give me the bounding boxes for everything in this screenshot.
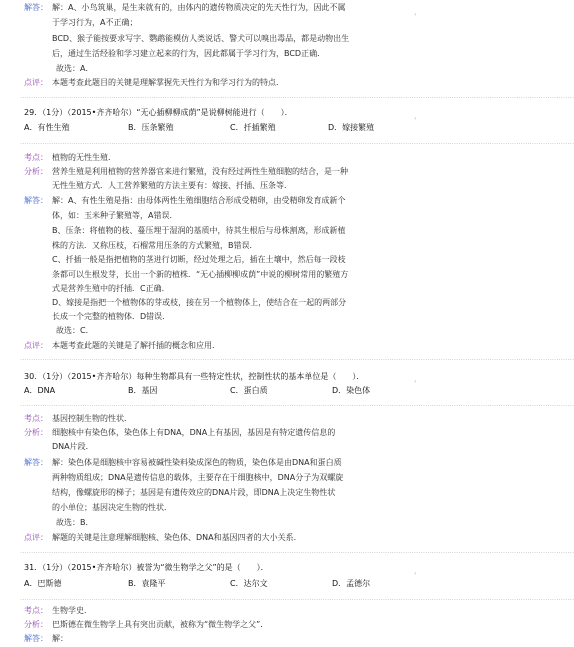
answer-text: 解： — [52, 634, 68, 643]
option-d: D．孟德尔 — [332, 579, 371, 588]
dots-line — [0, 90, 574, 102]
dotted-rule: ......................................................................................................................................................................................................................................................... — [20, 594, 574, 602]
kaodian-label: 考点： — [24, 606, 48, 615]
review-line — [0, 532, 434, 544]
margin-mark: ， — [414, 8, 421, 16]
answer-text: 条都可以生根发芽，长出一个新的植株．“无心插柳柳成荫”中说的柳树常用的繁殖方 — [52, 270, 349, 279]
kaodian-line — [0, 152, 434, 164]
answer-text: 解：染色体是细胞核中容易被碱性染料染成深色的物质，染色体是由DNA和蛋白质 — [52, 458, 342, 467]
answer-text: 故选：C． — [56, 326, 94, 335]
kaodian-label: 考点： — [24, 414, 48, 423]
option-a: A．有性生殖 — [24, 123, 70, 132]
dots-line — [0, 136, 574, 148]
answer-text: 两种物质组成；DNA是遗传信息的载体，主要存在于细胞核中，DNA分子为双螺旋 — [52, 473, 344, 482]
answer-text: D、嫁接是指把一个植物体的芽或枝，接在另一个植物体上，使结合在一起的两部分 — [52, 298, 347, 307]
review-line — [0, 340, 434, 352]
answer-text: C、扦插一般是指把植物的茎进行切断，经过处理之后，插在土壤中，然后每一段枝 — [52, 255, 346, 264]
answer-label: 解答： — [24, 3, 48, 12]
fenxi-line — [0, 166, 434, 178]
margin-mark: ， — [414, 567, 421, 575]
answer-line — [0, 311, 434, 323]
option-b: B．压条繁殖 — [128, 123, 174, 132]
answer-line — [0, 210, 434, 222]
answer-text: 长成一个完整的植物体．D错误． — [52, 312, 171, 321]
review-label: 点评： — [24, 78, 48, 87]
answer-text: 于学习行为，A不正确； — [52, 18, 138, 27]
kaodian-label: 考点： — [24, 153, 48, 162]
answer-text: 解：A、小鸟筑巢，是生来就有的，由体内的遗传物质决定的先天性行为，因此不属 — [52, 3, 346, 12]
fenxi-label: 分析： — [24, 620, 48, 629]
answer-text: 式是营养生殖中的扦插．C正确． — [52, 284, 170, 293]
kaodian-text: 基因控制生物的性状． — [52, 414, 132, 423]
review-label: 点评： — [24, 533, 48, 542]
answer-text: 后，通过生活经验和学习建立起来的行为，因此都属于学习行为，BCD正确． — [52, 49, 326, 58]
margin-mark: ， — [414, 375, 421, 383]
question-stem: 29．（1分）（2015•齐齐哈尔）“无心插柳柳成荫”是说柳树能进行（ ）． — [24, 108, 293, 117]
kaodian-line — [0, 413, 434, 425]
answer-label: 解答： — [24, 458, 48, 467]
review-line — [0, 77, 434, 89]
review-text: 本题考查此题目的关键是理解掌握先天性行为和学习行为的特点． — [52, 78, 284, 87]
fenxi-line — [0, 427, 434, 439]
fenxi-line — [0, 619, 434, 631]
answer-line — [0, 487, 434, 499]
answer-text: 的小单位；基因决定生物的性状． — [52, 503, 172, 512]
option-c: C．扦插繁殖 — [230, 123, 276, 132]
fenxi-text: 营养生殖是利用植物的营养器官来进行繁殖，没有经过两性生殖细胞的结合，是一种 — [52, 167, 348, 176]
kaodian-text: 生物学史． — [52, 606, 92, 615]
option-c: C．蛋白质 — [230, 386, 268, 395]
fenxi-line — [0, 441, 434, 453]
answer-label: 解答： — [24, 196, 48, 205]
question-stem: 30．（1分）（2015•齐齐哈尔）每种生物都具有一些特定性状，控制性状的基本单位是（ ）． — [24, 372, 365, 381]
option-b: B．袁隆平 — [128, 579, 166, 588]
answer-line — [0, 517, 434, 529]
answer-text: 故选：A． — [56, 64, 94, 73]
dots-line — [0, 592, 574, 604]
answer-text: 体，如：玉米种子繁殖等，A错误． — [52, 211, 178, 220]
fenxi-text: 无性生殖方式．人工营养繁殖的方法主要有：嫁接、扦插、压条等． — [52, 181, 292, 190]
fenxi-label: 分析： — [24, 428, 48, 437]
answer-text: BCD、猴子能按要求写字、鹦鹉能模仿人类说话、警犬可以嗅出毒品，都是动物出生 — [52, 34, 350, 43]
fenxi-label: 分析： — [24, 167, 48, 176]
answer-line — [0, 17, 434, 29]
fenxi-text: 细胞核中有染色体，染色体上有DNA，DNA上有基因，基因是有特定遗传信息的 — [52, 428, 336, 437]
kaodian-line — [0, 605, 434, 617]
answer-line — [0, 33, 434, 45]
answer-label: 解答： — [24, 634, 48, 643]
answer-text: 株的方法．又称压枝，石榴常用压条的方式繁殖，B错误． — [52, 241, 258, 250]
option-d: D．嫁接繁殖 — [328, 123, 375, 132]
answer-line — [0, 254, 434, 266]
dots-line — [0, 398, 574, 410]
dots-line — [0, 352, 574, 364]
question-31-options — [0, 578, 434, 590]
question-30-options — [0, 385, 434, 397]
fenxi-text: 巴斯德在微生物学上具有突出贡献，被称为“微生物学之父”． — [52, 620, 269, 629]
dotted-rule: ......................................................................................................................................................................................................................................................... — [20, 400, 574, 408]
answer-line — [0, 457, 434, 469]
option-d: D．染色体 — [332, 386, 371, 395]
answer-line — [0, 2, 434, 14]
review-text: 本题考查此题的关键是了解扦插的概念和应用． — [52, 341, 220, 350]
option-c: C．达尔文 — [230, 579, 268, 588]
answer-line — [0, 225, 434, 237]
answer-text: 结构，像螺旋形的梯子；基因是有遗传效应的DNA片段，即DNA上决定生物性状 — [52, 488, 336, 497]
review-text: 解题的关键是注意理解细胞核、染色体、DNA和基因四者的大小关系． — [52, 533, 302, 542]
answer-line — [0, 297, 434, 309]
margin-mark: ， — [414, 112, 421, 120]
kaodian-text: 植物的无性生殖． — [52, 153, 116, 162]
answer-line — [0, 502, 434, 514]
option-a: A．巴斯德 — [24, 579, 62, 588]
review-label: 点评： — [24, 341, 48, 350]
answer-line — [0, 195, 434, 207]
question-29-options — [0, 122, 434, 134]
answer-line — [0, 472, 434, 484]
question-29-stem — [0, 107, 434, 119]
answer-line — [0, 633, 434, 645]
answer-line — [0, 269, 434, 281]
answer-line — [0, 325, 434, 337]
dotted-rule: ......................................................................................................................................................................................................................................................... — [20, 138, 574, 146]
dots-line — [0, 545, 574, 557]
answer-text: 故选：B． — [56, 518, 94, 527]
dotted-rule: ......................................................................................................................................................................................................................................................... — [20, 92, 574, 100]
option-a: A．DNA — [24, 386, 56, 395]
answer-line — [0, 283, 434, 295]
dotted-rule: ......................................................................................................................................................................................................................................................... — [20, 354, 574, 362]
answer-line — [0, 63, 434, 75]
fenxi-text: DNA片段． — [52, 442, 94, 451]
question-stem: 31．（1分）（2015•齐齐哈尔）被誉为“微生物学之父”的是（ ）． — [24, 563, 269, 572]
answer-line — [0, 48, 434, 60]
answer-line — [0, 240, 434, 252]
answer-text: B、压条：将植物的枝、蔓压埋于湿润的基质中，待其生根后与母株割离，形成新植 — [52, 226, 346, 235]
question-30-stem — [0, 371, 434, 383]
question-31-stem — [0, 562, 434, 574]
fenxi-line — [0, 180, 434, 192]
dotted-rule: ......................................................................................................................................................................................................................................................... — [20, 547, 574, 555]
answer-text: 解：A、有性生殖是指：由母体两性生殖细胞结合形成受精卵，由受精卵发育成新个 — [52, 196, 346, 205]
option-b: B．基因 — [128, 386, 158, 395]
